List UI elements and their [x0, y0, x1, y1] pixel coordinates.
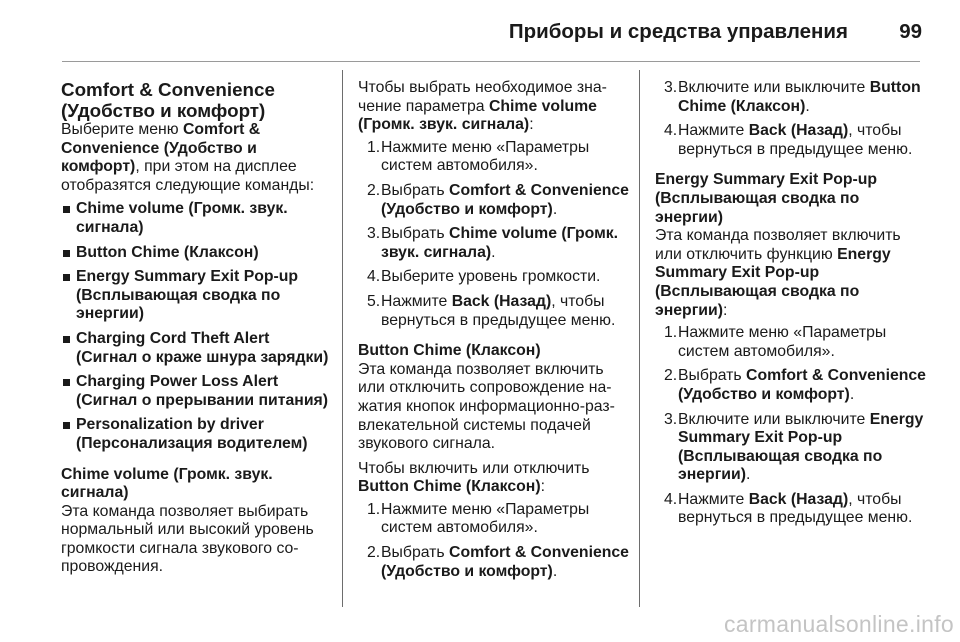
column-2 — [358, 79, 630, 587]
watermark: carmanualsonline.info — [723, 611, 954, 637]
command-list — [61, 200, 333, 453]
button-chime-instructions: Чтобы включить или отключить Button Chime (Клаксон): — [358, 459, 590, 496]
step-item: 2. Выбрать Comfort & Convenience (Удобство и комфорт). — [367, 544, 629, 580]
intro-paragraph: Выберите меню Comfort & Convenience (Удобство и комфорт), при этом на дисплее отобразятся следующие команды: — [61, 121, 315, 194]
list-item: Charging Power Loss Alert (Сигнал о прерывании питания) — [61, 373, 333, 410]
column-divider-1 — [342, 70, 343, 607]
chime-volume-description: Эта команда позволяет выбирать нормальный или высокий уровень громкости сигнала звукового со-провождения. — [61, 502, 314, 576]
step-item: 4. Нажмите Back (Назад), чтобы вернуться в предыдущее меню. — [664, 490, 913, 527]
step-item: 5. Нажмите Back (Назад), чтобы вернуться в предыдущее меню. — [367, 292, 616, 329]
step-item: 3. Включите или выключите Energy Summary Exit Pop-up (Всплывающая сводка по энергии). — [664, 410, 924, 484]
column-divider-2 — [639, 70, 640, 607]
header-divider — [62, 61, 920, 62]
subheading-energy-summary: Energy Summary Exit Pop-up (Всплывающая сводка по энергии) — [655, 171, 878, 226]
energy-summary-description: Эта команда позволяет включить или отключить функцию Energy Summary Exit Pop-up (Всплывающая сводка по энергии): — [655, 227, 901, 319]
list-item: Energy Summary Exit Pop-up (Всплывающая сводка по энергии) — [61, 268, 333, 324]
step-item: 3. Включите или выключите Button Chime (Клаксон). — [664, 79, 921, 115]
list-item: Charging Cord Theft Alert (Сигнал о краже шнура зарядки) — [61, 330, 333, 367]
button-chime-steps-continued — [655, 79, 929, 159]
button-chime-description: Эта команда позволяет включить или отключить сопровождение на-жатия кнопок информационно-раз-влекательной системы подачей звукового сигнала. — [358, 360, 615, 453]
step-item: 1. Нажмите меню «Параметры систем автомобиля». — [367, 138, 590, 175]
step-item: 4. Выберите уровень громкости. — [367, 268, 601, 286]
button-chime-steps — [358, 501, 630, 581]
column-3 — [655, 79, 929, 534]
list-item: Button Chime (Клаксон) — [61, 244, 333, 263]
list-item: Chime volume (Громк. звук. сигнала) — [61, 200, 333, 237]
list-item: Personalization by driver (Персонализация водителем) — [61, 416, 333, 453]
page-number: 99 — [899, 20, 922, 43]
step-item: 2. Выбрать Comfort & Convenience (Удобство и комфорт). — [367, 181, 629, 218]
page-title: Приборы и средства управления — [508, 20, 848, 43]
step-item: 3. Выбрать Chime volume (Громк. звук. сигнала). — [367, 225, 619, 261]
step-item: 4. Нажмите Back (Назад), чтобы вернуться в предыдущее меню. — [664, 122, 913, 158]
energy-summary-steps — [655, 324, 929, 528]
subheading-chime-volume: Chime volume (Громк. звук. сигнала) — [61, 465, 273, 502]
column-1 — [61, 79, 333, 577]
subheading-button-chime: Button Chime (Клаксон) — [358, 342, 541, 360]
step-item: 2. Выбрать Comfort & Convenience (Удобство и комфорт). — [664, 367, 926, 403]
step-item: 1. Нажмите меню «Параметры систем автомобиля». — [664, 324, 887, 360]
chime-volume-steps — [358, 139, 630, 330]
section-heading-comfort: Comfort & Convenience (Удобство и комфорт) — [61, 79, 275, 121]
page-header — [0, 0, 960, 62]
step-item: 1. Нажмите меню «Параметры систем автомобиля». — [367, 500, 590, 537]
chime-volume-instructions: Чтобы выбрать необходимое зна-чение параметра Chime volume (Громк. звук. сигнала): — [358, 79, 607, 134]
